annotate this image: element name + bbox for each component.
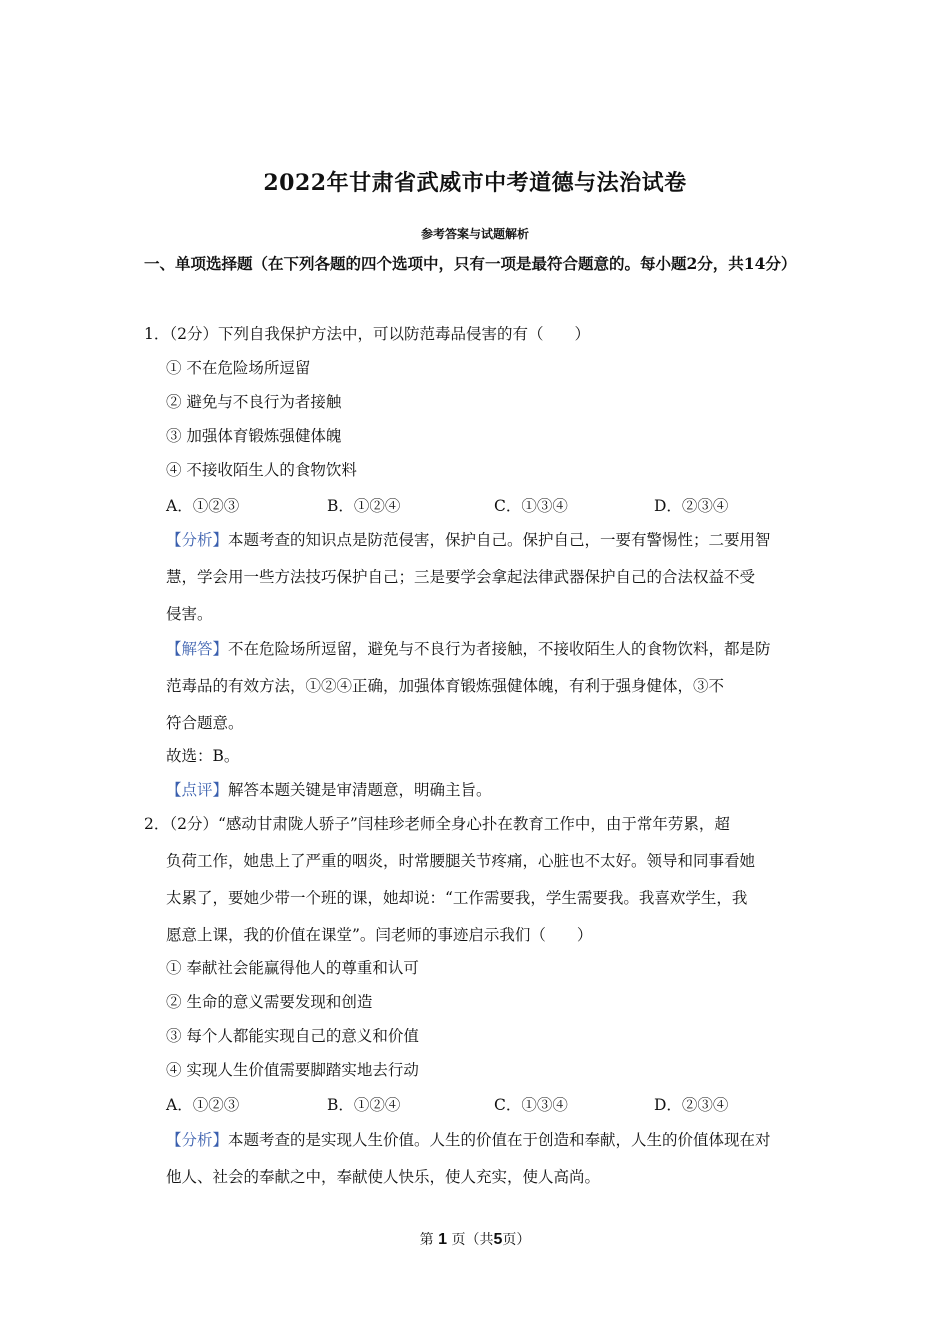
q2-option-b: B．①②④ bbox=[327, 1096, 401, 1114]
q2-option-d: D．②③④ bbox=[654, 1096, 729, 1114]
q2-item-3: ③ 每个人都能实现自己的意义和价值 bbox=[166, 1027, 419, 1045]
q2-analysis-line-1: 【分析】本题考查的是实现人生价值。人生的价值在于创造和奉献，人生的价值体现在对 bbox=[166, 1131, 771, 1149]
q2-option-a: A．①②③ bbox=[166, 1096, 240, 1114]
question-2-stem-line-4: 愿意上课，我的价值在课堂”。闫老师的事迹启示我们（ ） bbox=[166, 926, 593, 944]
question-2-stem-line-1: 2．（2分）“感动甘肃陇人骄子”闫桂珍老师全身心扑在教育工作中，由于常年劳累，超 bbox=[144, 815, 730, 833]
q1-comment-tag: 【点评】 bbox=[166, 781, 229, 799]
q1-answer-tag: 【解答】 bbox=[166, 640, 229, 658]
question-1-stem: 1．（2分）下列自我保护方法中，可以防范毒品侵害的有（ ） bbox=[144, 325, 590, 343]
q1-analysis-line-3: 侵害。 bbox=[166, 605, 213, 623]
current-page-number: 1 bbox=[438, 1231, 447, 1248]
q1-answer-line-1: 【解答】不在危险场所逗留，避免与不良行为者接触，不接收陌生人的食物饮料，都是防 bbox=[166, 640, 771, 658]
q2-item-2: ② 生命的意义需要发现和创造 bbox=[166, 993, 373, 1011]
q1-option-a: A．①②③ bbox=[166, 497, 240, 515]
total-page-number: 5 bbox=[493, 1231, 503, 1248]
q2-item-1: ① 奉献社会能赢得他人的尊重和认可 bbox=[166, 959, 419, 977]
question-2-stem-line-2: 负荷工作，她患上了严重的咽炎，时常腰腿关节疼痛，心脏也不太好。领导和同事看她 bbox=[166, 852, 756, 870]
page-subtitle: 参考答案与试题解析 bbox=[420, 227, 529, 241]
page-footer: 第 1 页（共5页） bbox=[419, 1231, 531, 1248]
q2-item-4: ④ 实现人生价值需要脚踏实地去行动 bbox=[166, 1061, 419, 1079]
section-heading: 一、单项选择题（在下列各题的四个选项中，只有一项是最符合题意的。每小题2分，共14分） bbox=[144, 254, 797, 273]
q1-analysis-line-2: 慧，学会用一些方法技巧保护自己；三是要学会拿起法律武器保护自己的合法权益不受 bbox=[166, 568, 756, 586]
q1-item-4: ④ 不接收陌生人的食物饮料 bbox=[166, 461, 357, 479]
page-title: 2022年甘肃省武威市中考道德与法治试卷 bbox=[263, 170, 687, 196]
q1-option-b: B．①②④ bbox=[327, 497, 401, 515]
q1-answer-line-3: 符合题意。 bbox=[166, 714, 244, 732]
q1-option-c: C．①③④ bbox=[494, 497, 568, 515]
q2-analysis-line-2: 他人、社会的奉献之中，奉献使人快乐，使人充实，使人高尚。 bbox=[166, 1168, 601, 1186]
q1-analysis-line-1: 【分析】本题考查的知识点是防范侵害，保护自己。保护自己，一要有警惕性；二要用智 bbox=[166, 531, 771, 549]
q1-comment: 【点评】解答本题关键是审清题意，明确主旨。 bbox=[166, 781, 492, 799]
q1-answer-line-2: 范毒品的有效方法，①②④正确，加强体育锻炼强健体魄，有利于强身健体，③不 bbox=[166, 677, 725, 695]
q1-choice: 故选：B。 bbox=[166, 747, 240, 765]
question-2-stem-line-3: 太累了，要她少带一个班的课，她却说：“工作需要我，学生需要我。我喜欢学生，我 bbox=[166, 889, 748, 907]
q2-analysis-tag: 【分析】 bbox=[166, 1131, 229, 1149]
q1-item-2: ② 避免与不良行为者接触 bbox=[166, 393, 342, 411]
q1-item-3: ③ 加强体育锻炼强健体魄 bbox=[166, 427, 342, 445]
q1-analysis-tag: 【分析】 bbox=[166, 531, 229, 549]
q2-option-c: C．①③④ bbox=[494, 1096, 568, 1114]
q1-item-1: ① 不在危险场所逗留 bbox=[166, 359, 311, 377]
q1-option-d: D．②③④ bbox=[654, 497, 729, 515]
